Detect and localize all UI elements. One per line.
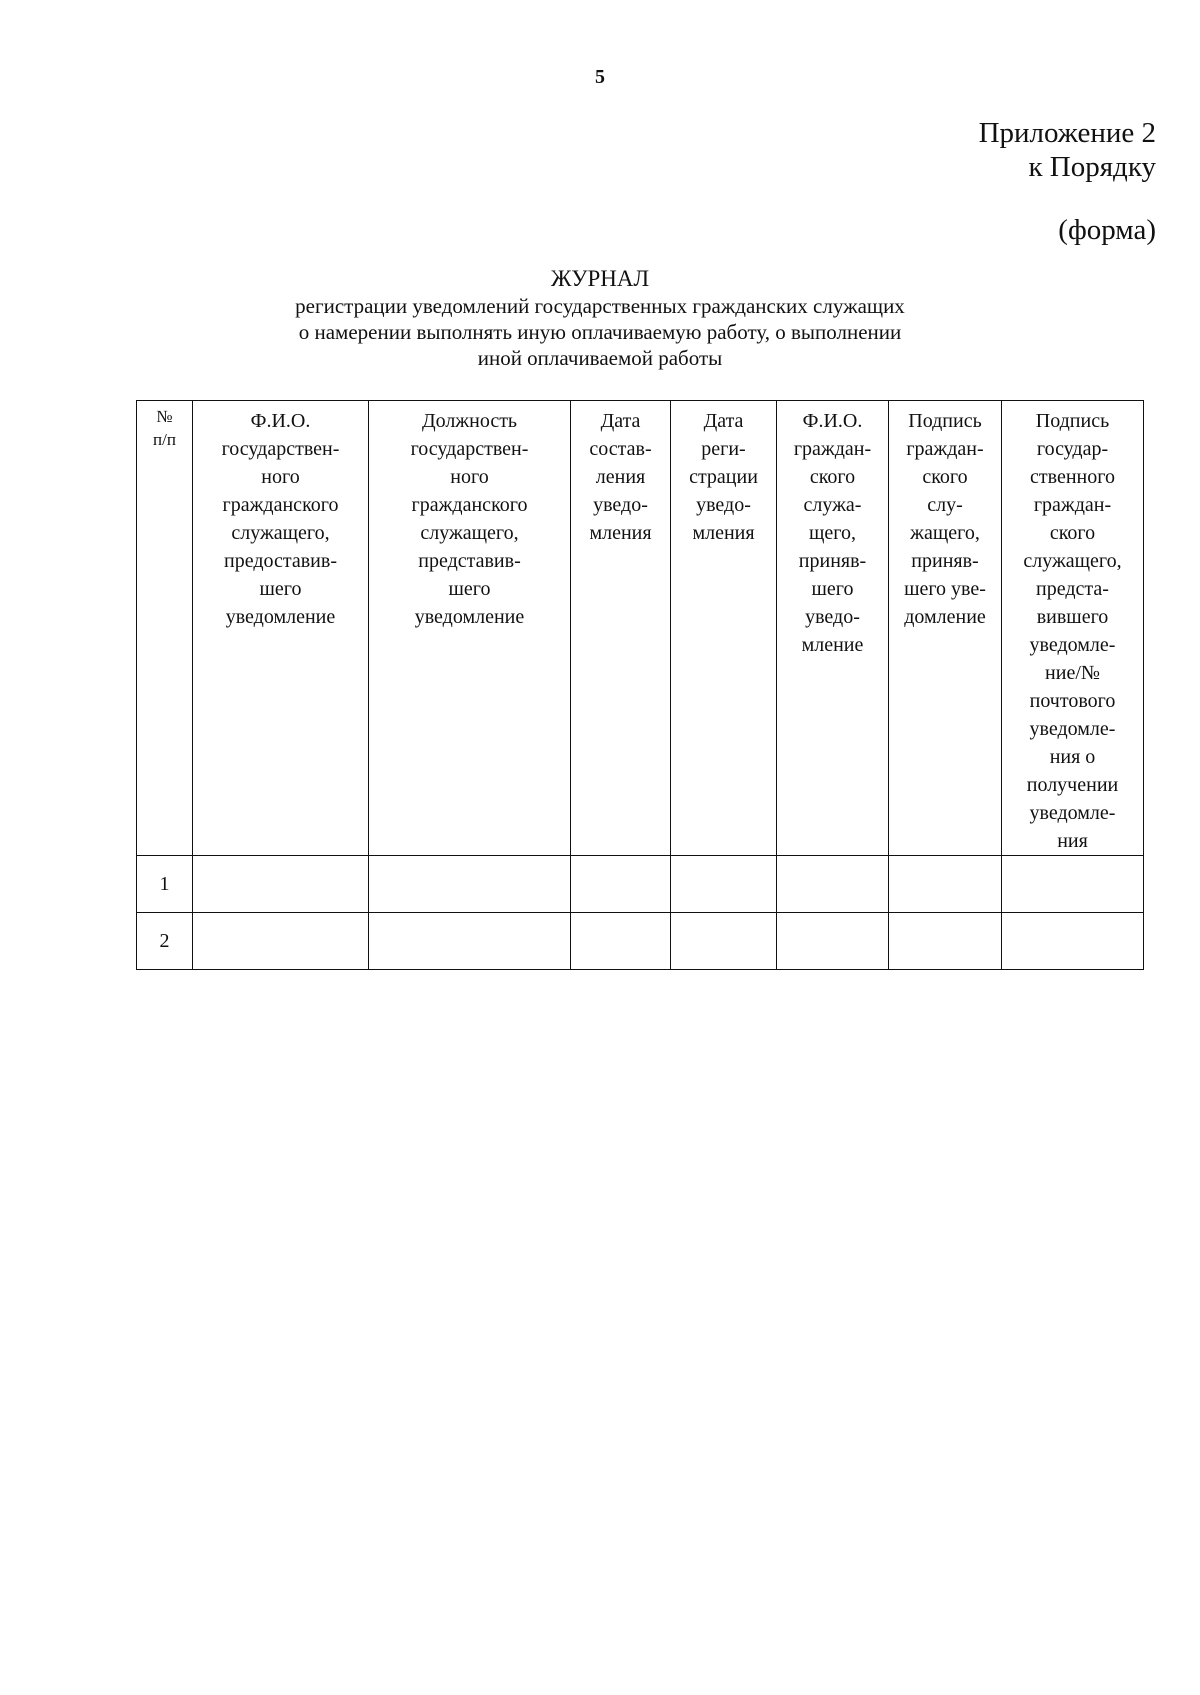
column-header-line: служа- bbox=[803, 494, 862, 516]
appendix-line-1: Приложение 2 bbox=[978, 117, 1156, 149]
column-header-line: ния bbox=[1057, 830, 1088, 852]
column-header-line: государ- bbox=[1036, 438, 1109, 460]
table-cell bbox=[369, 856, 571, 913]
table-cell bbox=[571, 913, 671, 970]
column-header-line: граждан- bbox=[1033, 494, 1112, 516]
column-header-receiver-name bbox=[777, 401, 889, 856]
table-cell bbox=[193, 913, 369, 970]
column-header-line: состав- bbox=[589, 438, 652, 460]
title-line-2: о намерении выполнять иную оплачиваемую работу, о выполнении bbox=[298, 320, 902, 344]
column-header-line: уведомле- bbox=[1029, 634, 1116, 656]
column-header-line: Должность bbox=[421, 410, 518, 432]
table-cell bbox=[193, 856, 369, 913]
table-cell bbox=[671, 856, 777, 913]
column-header-line: гражданского bbox=[411, 494, 528, 516]
row-number-cell: 1 bbox=[137, 856, 193, 913]
column-header-line: мления bbox=[692, 522, 755, 544]
column-header-line: реги- bbox=[701, 438, 746, 460]
table-body bbox=[137, 856, 1144, 970]
column-header-line: слу- bbox=[927, 494, 963, 516]
column-header-line: ского bbox=[1049, 522, 1096, 544]
table-cell bbox=[571, 856, 671, 913]
column-header-line: уведомление bbox=[414, 606, 525, 628]
column-header-line: ного bbox=[450, 466, 489, 488]
title-line-1: регистрации уведомлений государственных гражданских служащих bbox=[295, 294, 905, 318]
column-header-line: служащего, bbox=[420, 522, 519, 544]
column-header-line: ния о bbox=[1049, 746, 1096, 768]
column-header-line: жащего, bbox=[910, 522, 980, 544]
column-header-line: Подпись bbox=[1035, 410, 1110, 432]
column-header-line: шего bbox=[448, 578, 491, 600]
table-cell bbox=[777, 913, 889, 970]
table-cell bbox=[1002, 913, 1144, 970]
column-header-line: уведо- bbox=[805, 606, 860, 628]
column-header-line: Дата bbox=[703, 410, 744, 432]
column-header-line: ления bbox=[595, 466, 646, 488]
document-title bbox=[0, 265, 1200, 371]
column-header-line: уведомле- bbox=[1029, 718, 1116, 740]
column-header-line: мления bbox=[589, 522, 652, 544]
table-cell bbox=[777, 856, 889, 913]
column-header-line: щего, bbox=[809, 522, 856, 544]
column-header-line: ского bbox=[809, 466, 856, 488]
column-header-line: Подпись bbox=[908, 410, 982, 432]
column-header-receiver-signature bbox=[889, 401, 1002, 856]
column-header-line: почтового bbox=[1029, 690, 1116, 712]
column-header-submitter-signature bbox=[1002, 401, 1144, 856]
table-row bbox=[137, 913, 1144, 970]
column-header-line: № bbox=[156, 407, 173, 426]
appendix-line-2: к Порядку bbox=[1028, 151, 1156, 183]
journal-table bbox=[136, 400, 1144, 970]
column-header-line: уведомление bbox=[225, 606, 336, 628]
column-header-line: ного bbox=[261, 466, 300, 488]
column-header-compile-date bbox=[571, 401, 671, 856]
column-header-line: граждан- bbox=[793, 438, 872, 460]
column-header-line: гражданского bbox=[222, 494, 339, 516]
column-header-line: уведо- bbox=[696, 494, 751, 516]
column-header-line: ние/№ bbox=[1045, 662, 1100, 684]
column-header-line: п/п bbox=[153, 430, 176, 449]
table-header-row bbox=[137, 401, 1144, 856]
table-cell bbox=[671, 913, 777, 970]
column-header-line: ского bbox=[922, 466, 968, 488]
column-header-line: государствен- bbox=[221, 438, 340, 460]
column-header-line: мление bbox=[801, 634, 864, 656]
column-header-line: вившего bbox=[1036, 606, 1109, 628]
table-row bbox=[137, 856, 1144, 913]
title-line-3: иной оплачиваемой работы bbox=[477, 346, 723, 370]
column-header-line: шего уве- bbox=[904, 578, 986, 600]
column-header-line: граждан- bbox=[906, 438, 984, 460]
column-header-line: приняв- bbox=[911, 550, 979, 572]
column-header-position bbox=[369, 401, 571, 856]
page-number: 5 bbox=[595, 66, 605, 88]
column-header-line: предста- bbox=[1036, 578, 1109, 600]
column-header-line: Ф.И.О. bbox=[802, 410, 863, 432]
column-header-line: предоставив- bbox=[224, 550, 337, 572]
column-header-line: уведо- bbox=[593, 494, 648, 516]
column-header-line: Дата bbox=[600, 410, 641, 432]
table-cell bbox=[889, 913, 1002, 970]
column-header-line: приняв- bbox=[798, 550, 867, 572]
column-header-line: государствен- bbox=[410, 438, 529, 460]
table-cell bbox=[889, 856, 1002, 913]
column-header-line: уведомле- bbox=[1029, 802, 1116, 824]
column-header-line: представив- bbox=[418, 550, 521, 572]
column-header-line: служащего, bbox=[1023, 550, 1122, 572]
column-header-line: шего bbox=[259, 578, 302, 600]
form-label: (форма) bbox=[1058, 214, 1156, 246]
table-cell bbox=[1002, 856, 1144, 913]
table-cell bbox=[369, 913, 571, 970]
column-header-number bbox=[137, 401, 193, 856]
column-header-line: служащего, bbox=[231, 522, 330, 544]
column-header-line: шего bbox=[811, 578, 854, 600]
row-number-cell: 2 bbox=[137, 913, 193, 970]
column-header-registration-date bbox=[671, 401, 777, 856]
column-header-line: домление bbox=[904, 606, 986, 628]
appendix-label bbox=[979, 116, 1156, 184]
column-header-line: получении bbox=[1026, 774, 1119, 796]
column-header-employee-name bbox=[193, 401, 369, 856]
title-main: ЖУРНАЛ bbox=[550, 266, 650, 291]
column-header-line: Ф.И.О. bbox=[250, 410, 311, 432]
column-header-line: ственного bbox=[1030, 466, 1115, 488]
column-header-line: страции bbox=[689, 466, 758, 488]
